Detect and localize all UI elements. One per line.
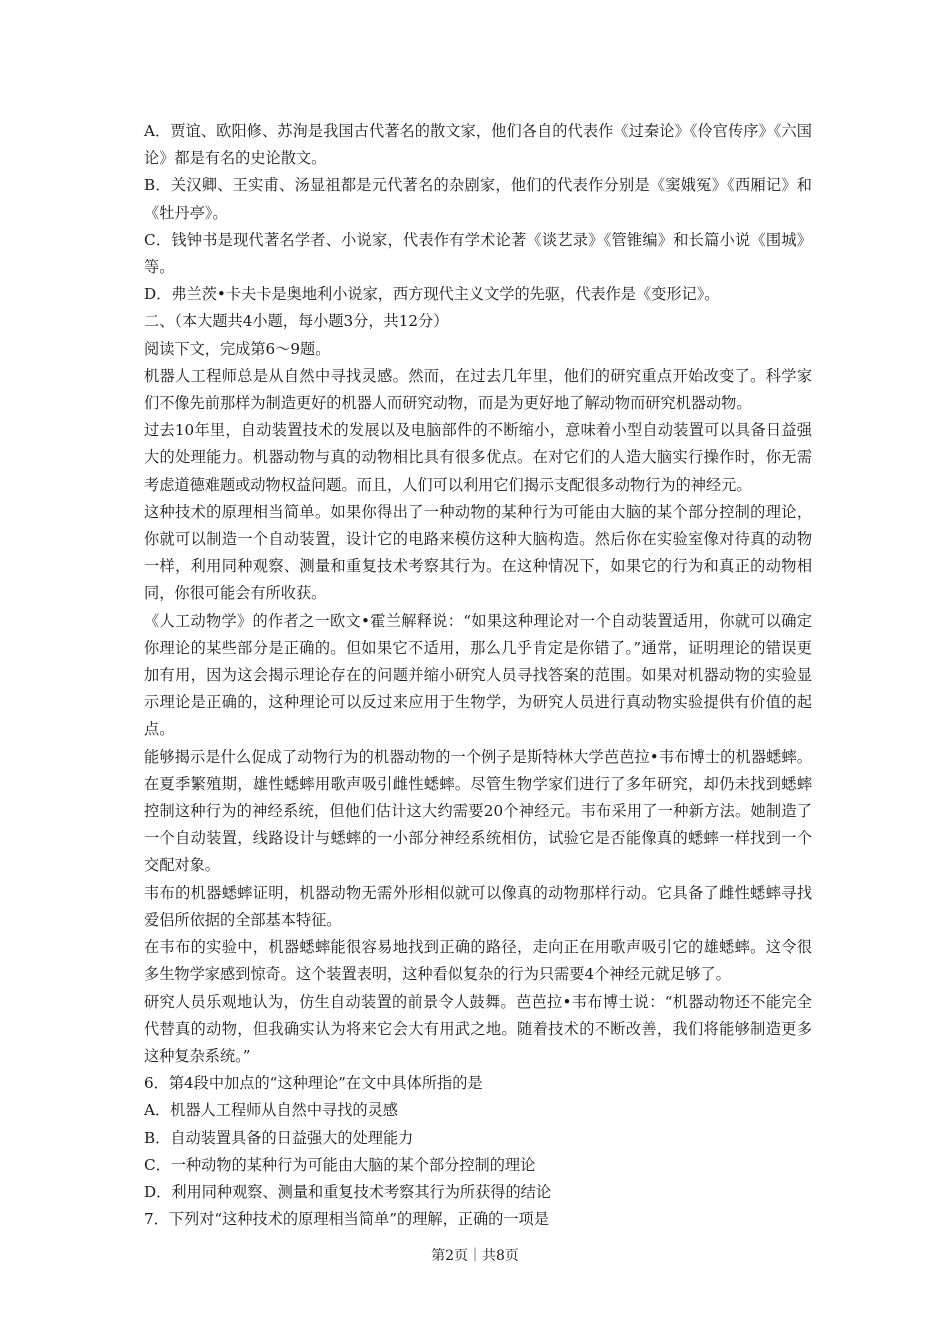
article-paragraph-7: 在韦布的实验中，机器蟋蟀能很容易地找到正确的路径，走向正在用歌声吸引它的雄蟋蟀。这令很多生物学家感到惊奇。这个装置表明，这种看似复杂的行为只需要4个神经元就足够了。 bbox=[144, 938, 812, 984]
article-paragraph-8: 研究人员乐观地认为，仿生自动装置的前景令人鼓舞。芭芭拉•韦布博士说：“机器动物还不能完全代替真的动物，但我确实认为将来它会大有用武之地。随着技术的不断改善，我们将能够制造更多这种复杂系统。” bbox=[144, 992, 812, 1065]
article-paragraph-4: 《人工动物学》的作者之一欧文•霍兰解释说：“如果这种理论对一个自动装置适用，你就可以确定你理论的某些部分是正确的。但如果它不适用，那么几乎肯定是你错了。”通常，证明理论的错误更加有用，因为这会揭示理论存在的问题并缩小研究人员寻找答案的范围。如果对机器动物的实验显示理论是正确的，这种理论可以反过来应用于生物学，为研究人员进行真动物实验提供有价值的起点。 bbox=[144, 611, 812, 739]
q5-option-c: C．钱钟书是现代著名学者、小说家，代表作有学术论著《谈艺录》《管锥编》和长篇小说《围城》等。 bbox=[144, 230, 812, 277]
page-content bbox=[144, 118, 812, 1233]
article-paragraph-3: 这种技术的原理相当简单。如果你得出了一种动物的某种行为可能由大脑的某个部分控制的理论，你就可以制造一个自动装置，设计它的电路来模仿这种大脑构造。然后你在实验室像对待真的动物一样，利用同种观察、测量和重复技术考察其行为。在这种情况下，如果它的行为和真正的动物相同，你很可能会有所收获。 bbox=[144, 502, 812, 603]
question-6-option-b: B．自动装置具备的日益强大的处理能力 bbox=[144, 1128, 414, 1147]
question-7 bbox=[144, 1206, 812, 1233]
question-6-option-c: C．一种动物的某种行为可能由大脑的某个部分控制的理论 bbox=[144, 1155, 536, 1174]
q5-option-b: B．关汉卿、王实甫、汤显祖都是元代著名的杂剧家，他们的代表作分别是《窦娥冤》《西厢记》和《牡丹亭》。 bbox=[144, 176, 812, 222]
question-6-option-a: A．机器人工程师从自然中寻找的灵感 bbox=[144, 1101, 398, 1120]
question-6 bbox=[144, 1070, 812, 1206]
question-6-option-d: D．利用同种观察、测量和重复技术考察其行为所获得的结论 bbox=[144, 1182, 552, 1201]
page-number: 第2页｜共8页 bbox=[431, 1248, 519, 1264]
article-paragraph-6: 韦布的机器蟋蟀证明，机器动物无需外形相似就可以像真的动物那样行动。它具备了雌性蟋蟀寻找爱侣所依据的全部基本特征。 bbox=[144, 883, 812, 929]
article bbox=[144, 363, 812, 1070]
article-paragraph-2: 过去10年里，自动装置技术的发展以及电脑部件的不断缩小，意味着小型自动装置可以具备日益强大的处理能力。机器动物与真的动物相比具有很多优点。在对它们的人造大脑实行操作时，你无需考虑道德难题或动物权益问题。而且，人们可以利用它们揭示支配很多动物行为的神经元。 bbox=[144, 421, 812, 494]
q5-option-a: A．贾谊、欧阳修、苏洵是我国古代著名的散文家，他们各自的代表作《过秦论》《伶官传序》《六国论》都是有名的史论散文。 bbox=[144, 122, 812, 168]
reading-instruction: 阅读下文，完成第6～9题。 bbox=[144, 339, 331, 358]
question-6-stem: 6．第4段中加点的“这种理论”在文中具体所指的是 bbox=[144, 1074, 483, 1093]
page-footer bbox=[0, 1245, 950, 1265]
section-heading: 二、（本大题共4小题，每小题3分，共12分） bbox=[144, 312, 449, 331]
q5-option-d: D．弗兰茨•卡夫卡是奥地利小说家，西方现代主义文学的先驱，代表作是《变形记》。 bbox=[144, 285, 720, 304]
q5-option-list bbox=[144, 118, 812, 308]
article-paragraph-5: 能够揭示是什么促成了动物行为的机器动物的一个例子是斯特林大学芭芭拉•韦布博士的机器蟋蟀。在夏季繁殖期，雄性蟋蟀用歌声吸引雌性蟋蟀。尽管生物学家们进行了多年研究，却仍未找到蟋蟀控制这种行为的神经系统，但他们估计这大约需要20个神经元。韦布采用了一种新方法。她制造了一个自动装置，线路设计与蟋蟀的一小部分神经系统相仿，试验它是否能像真的蟋蟀一样找到一个交配对象。 bbox=[144, 747, 812, 875]
article-paragraph-1: 机器人工程师总是从自然中寻找灵感。然而，在过去几年里，他们的研究重点开始改变了。科学家们不像先前那样为制造更好的机器人而研究动物，而是为更好地了解动物而研究机器动物。 bbox=[144, 366, 812, 413]
question-7-stem: 7．下列对“这种技术的原理相当简单”的理解，正确的一项是 bbox=[144, 1210, 549, 1229]
